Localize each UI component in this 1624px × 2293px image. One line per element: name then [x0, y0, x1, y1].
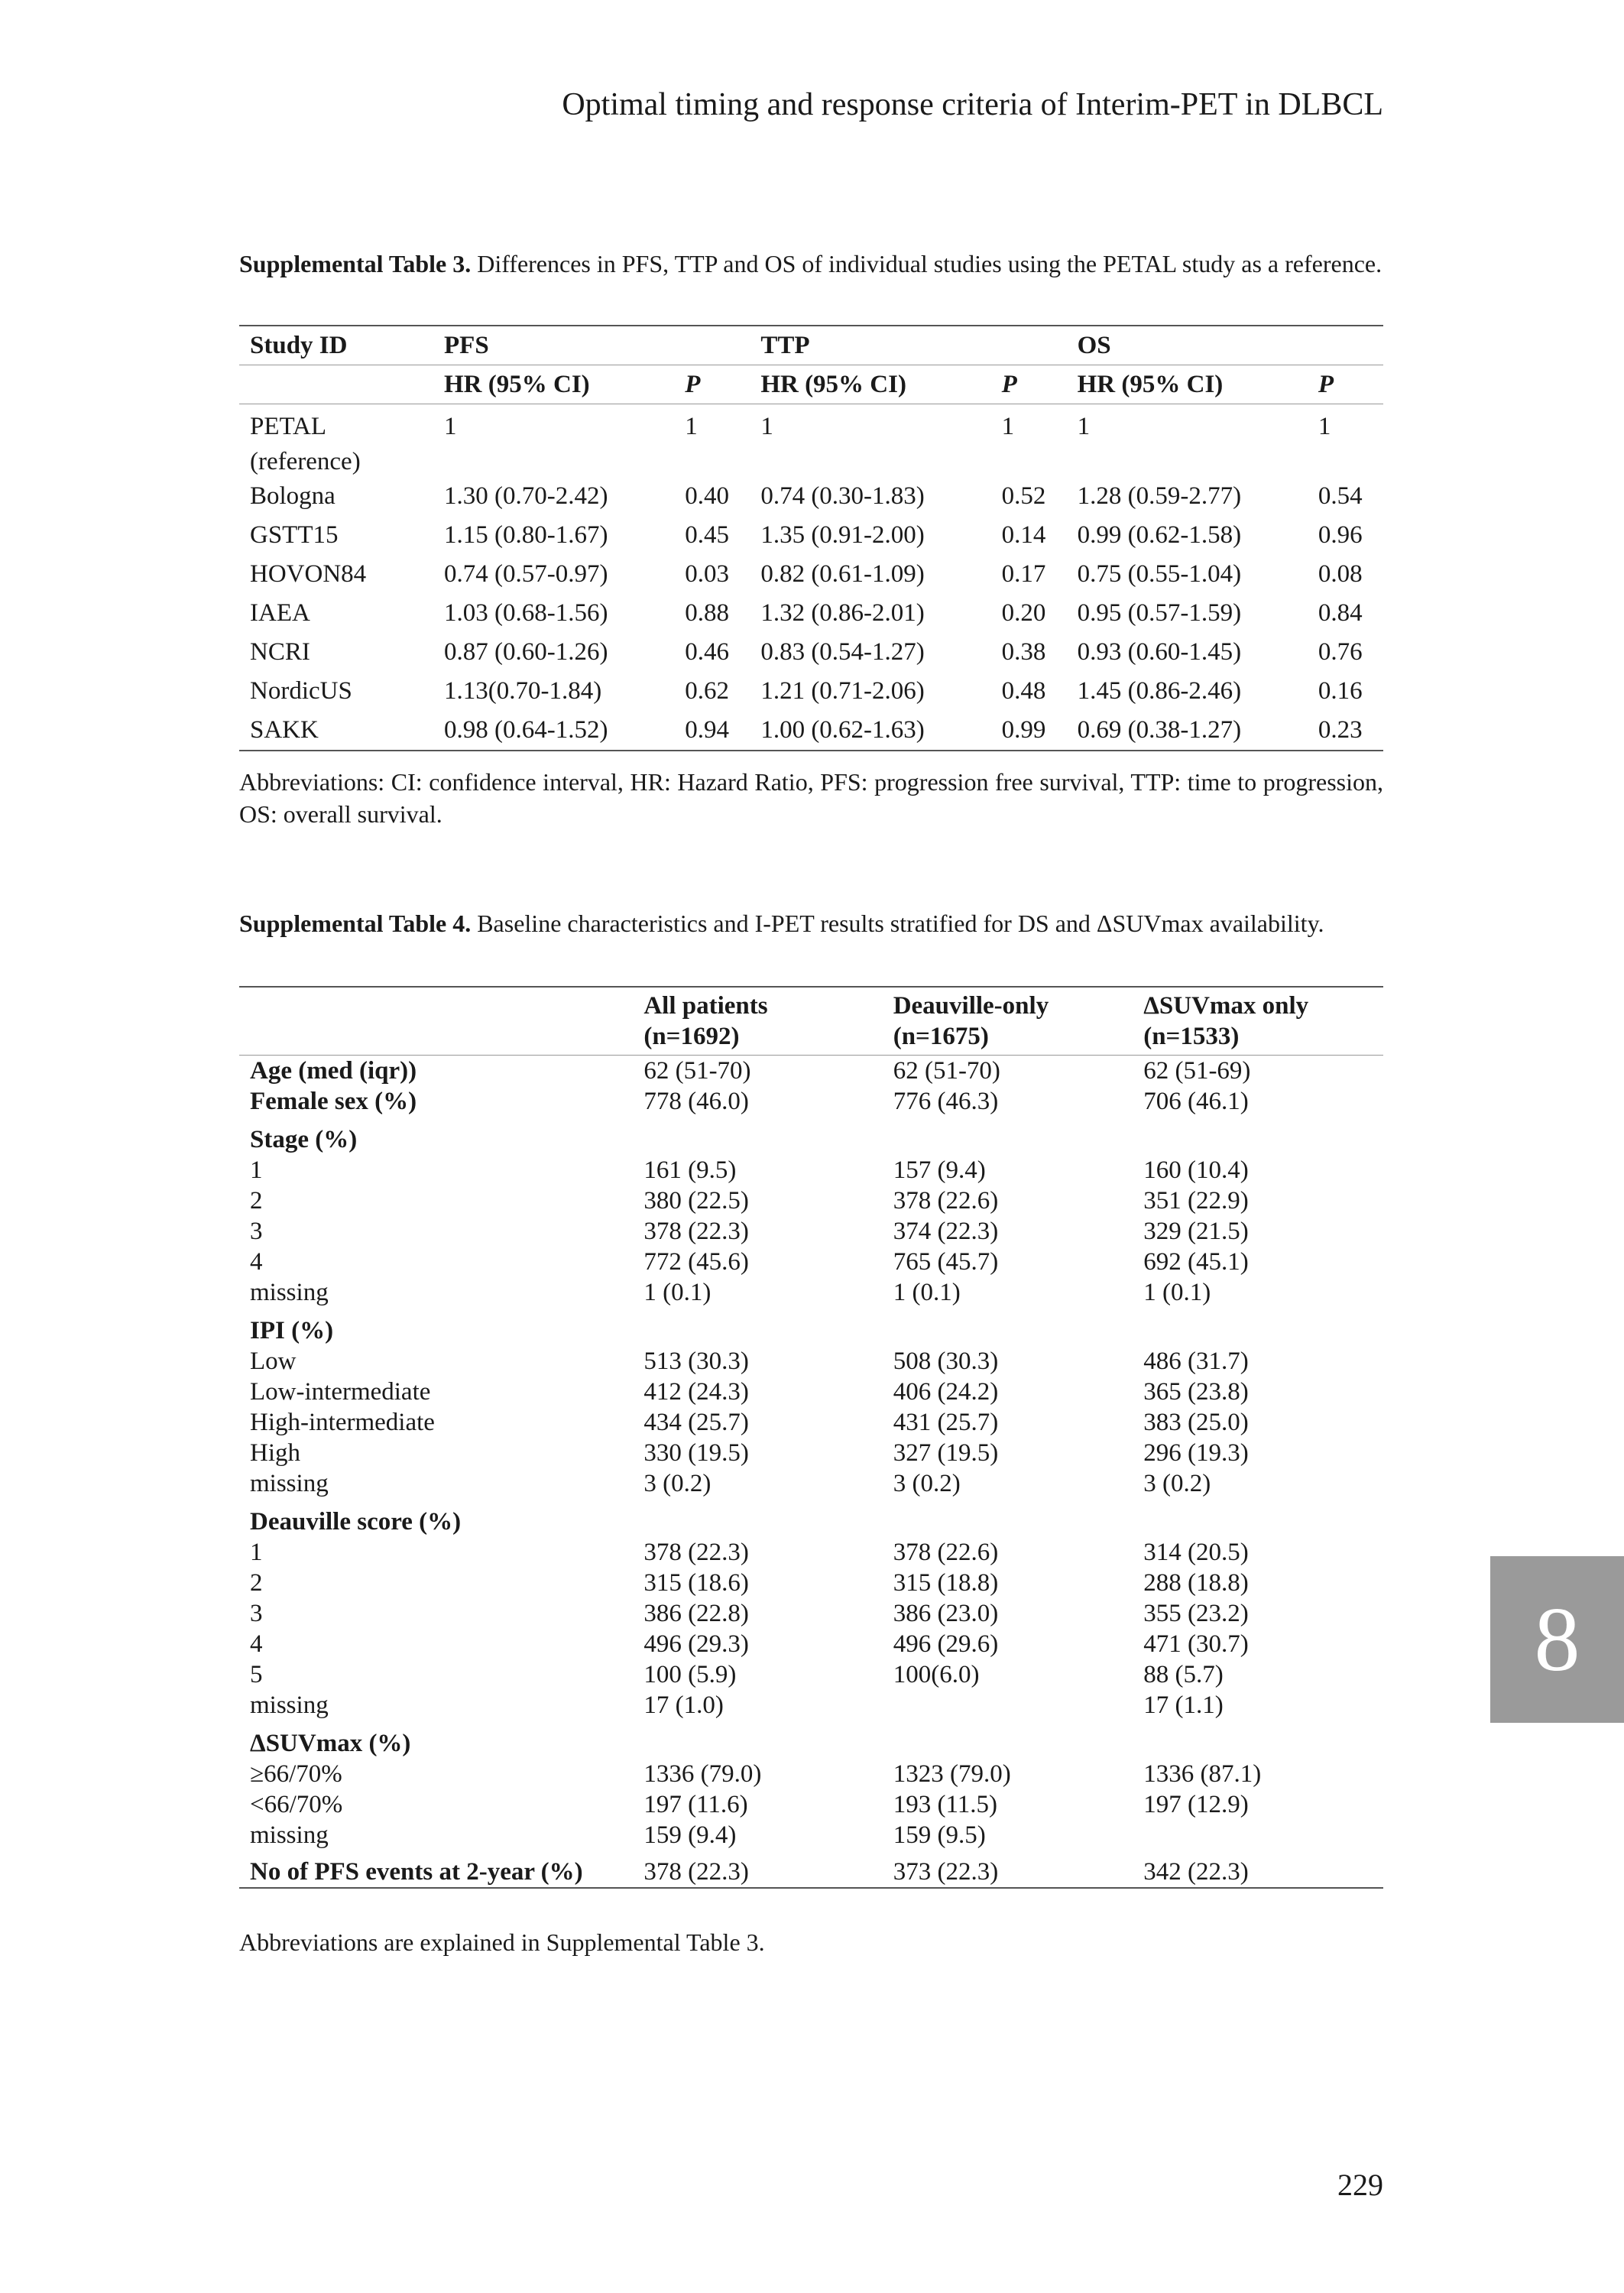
value-cell: 706 (46.1): [1143, 1088, 1249, 1115]
table3-abbreviations: Abbreviations: CI: confidence interval, HR: Hazard Ratio, PFS: progression free survival, TTP: time to progression, OS: overall survival.: [239, 768, 1383, 828]
study-id-cell: [239, 404, 433, 478]
pfs-p-cell: 0.03: [685, 560, 730, 588]
row-label: High: [250, 1439, 300, 1467]
col-ttp: TTP: [750, 326, 1066, 365]
table-row: [239, 1277, 1383, 1308]
value-cell: 496 (29.3): [643, 1630, 749, 1658]
value-cell: 157 (9.4): [893, 1156, 986, 1184]
table4-caption: [239, 908, 1383, 939]
os-p-cell: 0.23: [1318, 716, 1363, 744]
pfs-p-cell: 0.88: [685, 599, 730, 627]
value-cell: 1 (0.1): [1143, 1279, 1211, 1306]
value-cell: [883, 1690, 1133, 1721]
value-cell: 778 (46.0): [643, 1088, 749, 1115]
study-id-cell: [239, 672, 433, 711]
section-header-row: [239, 1499, 1383, 1537]
row-label: 1: [250, 1156, 263, 1184]
value-cell: 431 (25.7): [893, 1409, 999, 1436]
study-id-cell: [239, 633, 433, 672]
value-cell: 386 (22.8): [643, 1600, 749, 1627]
ttp-hr-cell: 1.32 (0.86-2.01): [760, 599, 925, 627]
table4-abbreviations: Abbreviations are explained in Supplemental Table 3.: [239, 1928, 765, 1956]
value-cell: 471 (30.7): [1143, 1630, 1249, 1658]
study-id-cell: [239, 477, 433, 516]
value-cell: 1 (0.1): [893, 1279, 961, 1306]
value-cell: 513 (30.3): [643, 1348, 749, 1375]
table-row: [239, 1659, 1383, 1690]
col-ttp-p: P: [991, 365, 1067, 404]
study-name: GSTT15: [250, 521, 339, 549]
table-row: [239, 1346, 1383, 1377]
value-cell: 378 (22.3): [643, 1858, 749, 1886]
value-cell: [1133, 1820, 1383, 1850]
section-header-row: [239, 1308, 1383, 1346]
os-p-cell: 0.76: [1318, 638, 1363, 666]
pfs-p-cell: 1: [685, 413, 698, 440]
table-row: [239, 1850, 1383, 1888]
table-row: [239, 1377, 1383, 1407]
table-row: [239, 1185, 1383, 1216]
value-cell: 3 (0.2): [893, 1470, 961, 1497]
section-header-row: [239, 1117, 1383, 1155]
col-blank: [239, 365, 433, 404]
pfs-hr-cell: 1.03 (0.68-1.56): [444, 599, 608, 627]
ttp-p-cell: 0.20: [1001, 599, 1046, 627]
table-row: [239, 1629, 1383, 1659]
table-row: [239, 1468, 1383, 1499]
ttp-hr-cell: 0.83 (0.54-1.27): [760, 638, 925, 666]
value-cell: 315 (18.6): [643, 1569, 749, 1597]
value-cell: 486 (31.7): [1143, 1348, 1249, 1375]
table-row: [239, 404, 1383, 478]
table4: [239, 986, 1383, 1889]
row-label: Female sex (%): [250, 1088, 417, 1115]
col-suvmax-only: [1133, 987, 1383, 1056]
value-cell: 159 (9.4): [643, 1821, 737, 1849]
os-hr-cell: 0.69 (0.38-1.27): [1077, 716, 1242, 744]
row-label: IPI (%): [250, 1317, 334, 1344]
value-cell: 351 (22.9): [1143, 1187, 1249, 1215]
ttp-p-cell: 1: [1001, 413, 1015, 440]
col-deauville-only-n: (n=1675): [893, 1023, 989, 1050]
value-cell: 296 (19.3): [1143, 1439, 1249, 1467]
value-cell: 314 (20.5): [1143, 1539, 1249, 1566]
value-cell: 378 (22.3): [643, 1218, 749, 1245]
page-number: 229: [1337, 2168, 1383, 2202]
col-all-patients-title: All patients: [643, 992, 768, 1020]
value-cell: 288 (18.8): [1143, 1569, 1249, 1597]
table-row: [239, 477, 1383, 516]
value-cell: 327 (19.5): [893, 1439, 999, 1467]
value-cell: 378 (22.6): [893, 1539, 999, 1566]
row-label: No of PFS events at 2-year (%): [250, 1858, 583, 1886]
row-label: 5: [250, 1661, 263, 1688]
col-os-p: P: [1308, 365, 1383, 404]
row-label: Stage (%): [250, 1126, 358, 1153]
ttp-p-cell: 0.52: [1001, 482, 1046, 510]
row-label: <66/70%: [250, 1791, 343, 1818]
row-label: missing: [250, 1279, 329, 1306]
section-header-row: [239, 1721, 1383, 1759]
value-cell: 329 (21.5): [1143, 1218, 1249, 1245]
pfs-p-cell: 0.40: [685, 482, 730, 510]
table-row: [239, 1789, 1383, 1820]
study-name: IAEA: [250, 599, 310, 627]
table-row: [239, 1598, 1383, 1629]
table-row: [239, 594, 1383, 633]
row-label: 3: [250, 1218, 263, 1245]
pfs-hr-cell: 0.87 (0.60-1.26): [444, 638, 608, 666]
table3: [239, 325, 1383, 751]
value-cell: 17 (1.1): [1143, 1691, 1224, 1719]
os-p-cell: 0.16: [1318, 677, 1363, 705]
study-name: HOVON84: [250, 560, 367, 588]
col-pfs-p: P: [674, 365, 750, 404]
value-cell: 365 (23.8): [1143, 1378, 1249, 1406]
ttp-p-cell: 0.99: [1001, 716, 1046, 744]
table-row: [239, 1568, 1383, 1598]
row-label: missing: [250, 1470, 329, 1497]
value-cell: 378 (22.6): [893, 1187, 999, 1215]
row-label: 2: [250, 1187, 263, 1215]
study-name: Bologna: [250, 482, 335, 510]
os-hr-cell: 0.75 (0.55-1.04): [1077, 560, 1242, 588]
row-label: Low: [250, 1348, 297, 1375]
ttp-hr-cell: 0.82 (0.61-1.09): [760, 560, 925, 588]
value-cell: 772 (45.6): [643, 1248, 749, 1276]
value-cell: 383 (25.0): [1143, 1409, 1249, 1436]
table-row: [239, 1247, 1383, 1277]
pfs-hr-cell: 1.30 (0.70-2.42): [444, 482, 608, 510]
table-row: [239, 1155, 1383, 1185]
table-row: [239, 1759, 1383, 1789]
row-label: 4: [250, 1630, 263, 1658]
value-cell: 386 (23.0): [893, 1600, 999, 1627]
pfs-p-cell: 0.46: [685, 638, 730, 666]
chapter-tab: 8: [1490, 1556, 1624, 1723]
value-cell: 160 (10.4): [1143, 1156, 1249, 1184]
study-name: NordicUS: [250, 677, 352, 705]
value-cell: 159 (9.5): [893, 1821, 986, 1849]
ttp-p-cell: 0.38: [1001, 638, 1046, 666]
value-cell: 62 (51-70): [643, 1057, 751, 1085]
table3-caption-text: Differences in PFS, TTP and OS of individual studies using the PETAL study as a reference.: [471, 250, 1383, 277]
pfs-hr-cell: 0.98 (0.64-1.52): [444, 716, 608, 744]
os-hr-cell: 0.99 (0.62-1.58): [1077, 521, 1242, 549]
col-ttp-hr: HR (95% CI): [750, 365, 990, 404]
row-label: Deauville score (%): [250, 1508, 462, 1536]
value-cell: 193 (11.5): [893, 1791, 997, 1818]
value-cell: 342 (22.3): [1143, 1858, 1249, 1886]
value-cell: 62 (51-70): [893, 1057, 1000, 1085]
table-row: [239, 1407, 1383, 1438]
value-cell: 434 (25.7): [643, 1409, 749, 1436]
value-cell: 406 (24.2): [893, 1378, 999, 1406]
study-name: PETAL: [250, 413, 327, 440]
os-p-cell: 0.96: [1318, 521, 1363, 549]
table-row: [239, 1690, 1383, 1721]
ttp-hr-cell: 1: [760, 413, 773, 440]
value-cell: 374 (22.3): [893, 1218, 999, 1245]
value-cell: 100 (5.9): [643, 1661, 737, 1688]
pfs-hr-cell: 0.74 (0.57-0.97): [444, 560, 608, 588]
pfs-p-cell: 0.62: [685, 677, 730, 705]
table-row: [239, 1820, 1383, 1850]
row-label: missing: [250, 1821, 329, 1849]
row-label: ≥66/70%: [250, 1760, 342, 1788]
value-cell: 380 (22.5): [643, 1187, 749, 1215]
study-id-cell: [239, 594, 433, 633]
os-hr-cell: 0.95 (0.57-1.59): [1077, 599, 1242, 627]
table3-body: [239, 404, 1383, 751]
ttp-hr-cell: 0.74 (0.30-1.83): [760, 482, 925, 510]
col-deauville-only-title: Deauville-only: [893, 992, 1049, 1020]
value-cell: 776 (46.3): [893, 1088, 999, 1115]
pfs-hr-cell: 1: [444, 413, 457, 440]
value-cell: 1323 (79.0): [893, 1760, 1011, 1788]
value-cell: 3 (0.2): [1143, 1470, 1211, 1497]
study-name: SAKK: [250, 716, 319, 744]
os-hr-cell: 0.93 (0.60-1.45): [1077, 638, 1242, 666]
ttp-p-cell: 0.48: [1001, 677, 1046, 705]
study-id-cell: [239, 555, 433, 594]
ttp-p-cell: 0.14: [1001, 521, 1046, 549]
value-cell: 1336 (79.0): [643, 1760, 762, 1788]
table-row: [239, 1537, 1383, 1568]
table4-label: Supplemental Table 4.: [239, 910, 472, 937]
row-label: Age (med (iqr)): [250, 1057, 417, 1085]
col-all-patients-n: (n=1692): [643, 1023, 740, 1050]
table3-caption: [239, 248, 1383, 279]
table4-caption-text: Baseline characteristics and I-PET results stratified for DS and ΔSUVmax availability.: [471, 910, 1324, 937]
row-label: missing: [250, 1691, 329, 1719]
value-cell: 1336 (87.1): [1143, 1760, 1262, 1788]
pfs-hr-cell: 1.13(0.70-1.84): [444, 677, 602, 705]
table3-label: Supplemental Table 3.: [239, 250, 472, 277]
value-cell: 1 (0.1): [643, 1279, 712, 1306]
row-label: Low-intermediate: [250, 1378, 431, 1406]
col-os-hr: HR (95% CI): [1067, 365, 1308, 404]
study-id-cell: [239, 516, 433, 555]
value-cell: 88 (5.7): [1143, 1661, 1224, 1688]
col-pfs-hr: HR (95% CI): [433, 365, 674, 404]
os-p-cell: 0.08: [1318, 560, 1363, 588]
col-pfs: PFS: [433, 326, 750, 365]
running-header: Optimal timing and response criteria of Interim-PET in DLBCL: [562, 87, 1383, 122]
row-label: ΔSUVmax (%): [250, 1730, 411, 1757]
table-row: [239, 672, 1383, 711]
col-characteristic: [239, 987, 633, 1056]
col-study-id: Study ID: [239, 326, 433, 365]
study-name: NCRI: [250, 638, 310, 666]
value-cell: 17 (1.0): [643, 1691, 724, 1719]
value-cell: 197 (12.9): [1143, 1791, 1249, 1818]
row-label: 3: [250, 1600, 263, 1627]
table-row: [239, 516, 1383, 555]
value-cell: 197 (11.6): [643, 1791, 748, 1818]
row-label: High-intermediate: [250, 1409, 435, 1436]
value-cell: 373 (22.3): [893, 1858, 999, 1886]
table-row: [239, 1056, 1383, 1087]
col-deauville-only: [883, 987, 1133, 1056]
value-cell: 765 (45.7): [893, 1248, 999, 1276]
value-cell: 161 (9.5): [643, 1156, 737, 1184]
table-row: [239, 1216, 1383, 1247]
study-subtitle: (reference): [250, 448, 361, 475]
ttp-p-cell: 0.17: [1001, 560, 1046, 588]
table-row: [239, 555, 1383, 594]
ttp-hr-cell: 1.21 (0.71-2.06): [760, 677, 925, 705]
value-cell: 3 (0.2): [643, 1470, 712, 1497]
col-all-patients: [633, 987, 882, 1056]
pfs-p-cell: 0.94: [685, 716, 730, 744]
os-p-cell: 0.54: [1318, 482, 1363, 510]
value-cell: 100(6.0): [893, 1661, 980, 1688]
value-cell: 355 (23.2): [1143, 1600, 1249, 1627]
value-cell: 330 (19.5): [643, 1439, 749, 1467]
table-row: [239, 1438, 1383, 1468]
table-row: [239, 1086, 1383, 1117]
os-p-cell: 1: [1318, 413, 1331, 440]
row-label: 1: [250, 1539, 263, 1566]
row-label: 4: [250, 1248, 263, 1276]
col-suvmax-only-n: (n=1533): [1143, 1023, 1240, 1050]
row-label: 2: [250, 1569, 263, 1597]
table-row: [239, 633, 1383, 672]
value-cell: 315 (18.8): [893, 1569, 999, 1597]
value-cell: 508 (30.3): [893, 1348, 999, 1375]
value-cell: 62 (51-69): [1143, 1057, 1251, 1085]
study-id-cell: [239, 711, 433, 751]
value-cell: 378 (22.3): [643, 1539, 749, 1566]
os-hr-cell: 1.45 (0.86-2.46): [1077, 677, 1242, 705]
os-hr-cell: 1: [1077, 413, 1091, 440]
table-row: [239, 711, 1383, 751]
value-cell: 412 (24.3): [643, 1378, 749, 1406]
ttp-hr-cell: 1.00 (0.62-1.63): [760, 716, 925, 744]
pfs-hr-cell: 1.15 (0.80-1.67): [444, 521, 608, 549]
col-suvmax-only-title: ΔSUVmax only: [1143, 992, 1309, 1020]
os-p-cell: 0.84: [1318, 599, 1363, 627]
ttp-hr-cell: 1.35 (0.91-2.00): [760, 521, 925, 549]
value-cell: 496 (29.6): [893, 1630, 999, 1658]
table4-body: [239, 1056, 1383, 1889]
os-hr-cell: 1.28 (0.59-2.77): [1077, 482, 1242, 510]
col-os: OS: [1067, 326, 1383, 365]
pfs-p-cell: 0.45: [685, 521, 730, 549]
value-cell: 692 (45.1): [1143, 1248, 1249, 1276]
